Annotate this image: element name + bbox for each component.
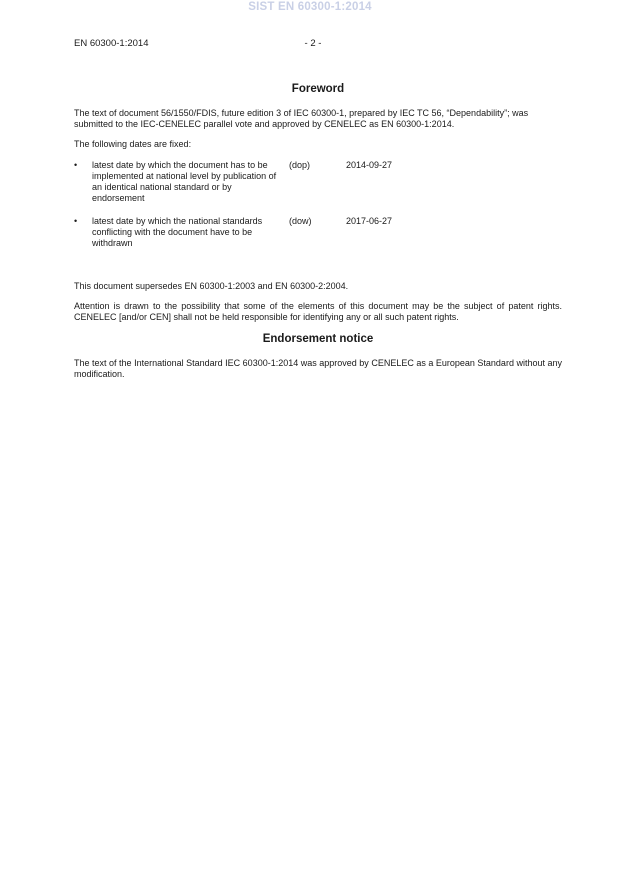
document-id: EN 60300-1:2014: [74, 38, 149, 49]
page-body: [74, 82, 562, 390]
date-abbreviation: (dop): [289, 159, 311, 170]
date-abbreviation: (dow): [289, 215, 312, 226]
watermark: SIST EN 60300-1:2014: [248, 1, 372, 13]
foreword-title: Foreword: [291, 83, 345, 95]
endorsement-text: The text of the International Standard IEC 60300-1:2014 was approved by CENELEC as a European Standard without any modification.: [74, 358, 562, 380]
date-value: 2014-09-27: [346, 159, 393, 170]
bullet-icon: •: [74, 215, 78, 226]
supersedes-statement: This document supersedes EN 60300-1:2003 and EN 60300-2:2004.: [74, 280, 349, 291]
dates-list: [74, 160, 562, 253]
date-item-dop: [74, 160, 562, 216]
date-value: 2017-06-27: [346, 215, 393, 226]
bullet-icon: •: [74, 159, 78, 170]
page-number: - 2 -: [304, 38, 322, 49]
dates-intro: The following dates are fixed:: [74, 139, 192, 150]
patent-notice: Attention is drawn to the possibility that some of the elements of this document may be the subject of patent rights. CENELEC [and/or CEN] shall not be held responsible for identifying any or all such patent rights.: [74, 300, 562, 323]
date-description: latest date by which the document has to be implemented at national level by publication of an identical national standard or by endorsement: [92, 159, 277, 204]
foreword-intro: The text of document 56/1550/FDIS, future edition 3 of IEC 60300-1, prepared by IEC TC 56, “Dependability”; was submitted to the IEC-CENELEC parallel vote and approved by CENELEC as EN 60300-1:2014.: [74, 108, 529, 130]
date-item-dow: [74, 216, 562, 253]
date-description: latest date by which the national standards conflicting with the document have to be withdrawn: [92, 215, 263, 249]
endorsement-title: Endorsement notice: [262, 333, 374, 346]
